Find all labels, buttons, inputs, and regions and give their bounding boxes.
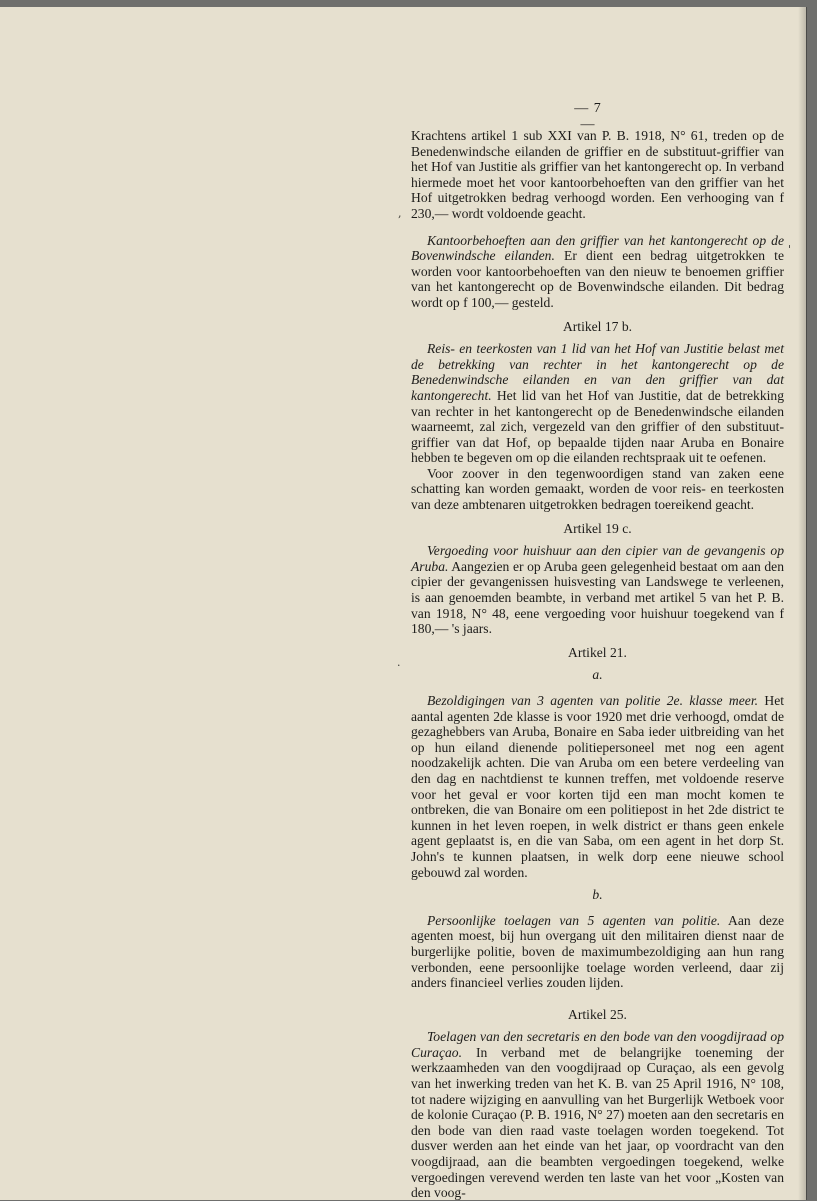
section-persoonlijke-toelagen (411, 913, 784, 991)
ink-speck: ' (788, 243, 792, 256)
heading-artikel-17b: Artikel 17 b. (562, 318, 633, 334)
section-title: Toelagen van den secretaris en den bode van den voogdijraad op Curaçao. (411, 1029, 784, 1060)
section-huishuur (411, 543, 784, 637)
section-title: Kantoorbehoeften aan den griffier van het kantongerecht op de Bovenwindsche eilanden. (411, 232, 784, 264)
intro-paragraph: Krachtens artikel 1 sub XXI van P. B. 1918, N° 61, treden op de Benedenwindsche eilanden de griffier en de substituut-griffier van het Hof van Justitie als griffier van het kantongerecht op. In verband hiermede moet het voor kantoorbehoeften van den griffier van het Hof uitgetrokken bedrag verhoogd worden. Een verhooging van f 230,— wordt voldoende geacht. (411, 128, 784, 221)
page-edge-shadow (798, 7, 806, 1200)
section-text: Aangezien er op Aruba geen gelegenheid bestaat om aan den cipier der gevangenissen huisvesting van Landswege te verleenen, is aan genoemden beambte, in verband met artikel 5 van het P. B. van 1918, N° 48, eene vergoeding voor huishuur toegekend van f 180,— 's jaars. (411, 558, 784, 637)
section-text: Het aantal agenten 2de klasse is voor 1920 met drie verhoogd, omdat de gezaghebbers van Aruba, Bonaire en Saba ieder uitbreiding van het op hun eiland dienende politiepersoneel met nog een agent noodzakelijk achten. Die van Aruba om een betere verdeeling van den dag en nachtdienst te kunnen treffen, met voldoende reserve voor het geval er voor korten tijd een man mocht komen te ontbreken, die van Bonaire om een politiepost in het 2de district te kunnen in het leven roepen, in welk district er thans geen enkele agent geplaatst is, en die van Saba, om een agent in het dorp St. John's te kunnen plaatsen, in welk dorp eene nieuwe school gebouwd zal worden. (411, 693, 785, 880)
document-page (0, 7, 807, 1200)
subheading-a: a. (592, 667, 603, 683)
section-text: Er dient een bedrag uitgetrokken te worden voor kantoorbehoeften van den nieuw te benoemen griffier van het kantongerecht op de Bovenwindsche eilanden. Dit bedrag wordt op f 100,— gesteld. (411, 248, 784, 310)
ink-speck: , (398, 207, 402, 220)
subheading-b: b. (592, 887, 603, 903)
section-bezoldigingen (411, 693, 784, 880)
section-reiskosten (411, 341, 784, 466)
section-title: Bezoldigingen van 3 agenten van politie 2e. klasse meer. (427, 693, 759, 708)
section-text: Het lid van het Hof van Justitie, dat de betrekking van rechter in het kantongerecht op de Benedenwindsche eilanden waarneemt, zal zich, vergezeld van den griffier of den substituut-griffier van dat Hof, op bepaalde tijden naar Aruba en Bonaire hebben te begeven om op die eilanden rechtspraak uit te oefenen. (411, 387, 784, 466)
heading-artikel-19c: Artikel 19 c. (563, 520, 632, 536)
section-text: In verband met de belangrijke toeneming der werkzaamheden van den voogdijraad op Curaçao, als een gevolg van het inwerking treden van het K. B. van 25 April 1916, N° 108, tot nadere wijziging en aanvulling van het Burgerlijk Wetboek voor de kolonie Curaçao (P. B. 1916, N° 27) moeten aan den secretaris en den bode van dien raad vaste toelagen worden toegekend. Tot dusver werden aan het einde van het jaar, op voordracht van den voogdijraad, aan die beambten vergoedingen toegekend, welke vergoedingen verevend werden ten laste van het voor „Kosten van den voog- (411, 1044, 784, 1201)
section-title: Persoonlijke toelagen van 5 agenten van politie. (427, 912, 721, 928)
ink-speck: · (397, 659, 401, 672)
section-kantoorbehoeften (411, 233, 784, 311)
text-column (411, 99, 784, 1201)
section-title: Vergoeding voor huishuur aan den cipier van de gevangenis op Aruba. (411, 543, 784, 574)
section-voogdijraad (411, 1029, 784, 1201)
page-number: — 7 — (574, 101, 602, 132)
section-text: Aan deze agenten moest, bij hun overgang uit den militairen dienst naar de burgerlijke politie, boven de maximumbezoldiging aan hun rang verbonden, eene persoonlijke toelage worden verleend, daar zij anders financieel verlies zouden lijden. (411, 912, 785, 991)
section-title: Reis- en teerkosten van 1 lid van het Hof van Justitie belast met de betrekking van rechter in het kantongerecht op de Benedenwindsche eilanden en van den griffier van dat kantongerecht. (411, 341, 784, 403)
heading-artikel-21: Artikel 21. (568, 644, 627, 660)
heading-artikel-25: Artikel 25. (568, 1006, 627, 1022)
section-reiskosten-continued: Voor zoover in den tegenwoordigen stand van zaken eene schatting kan worden gemaakt, worden de voor reis- en teerkosten van deze ambtenaren uitgetrokken bedragen toereikend geacht. (411, 465, 784, 513)
